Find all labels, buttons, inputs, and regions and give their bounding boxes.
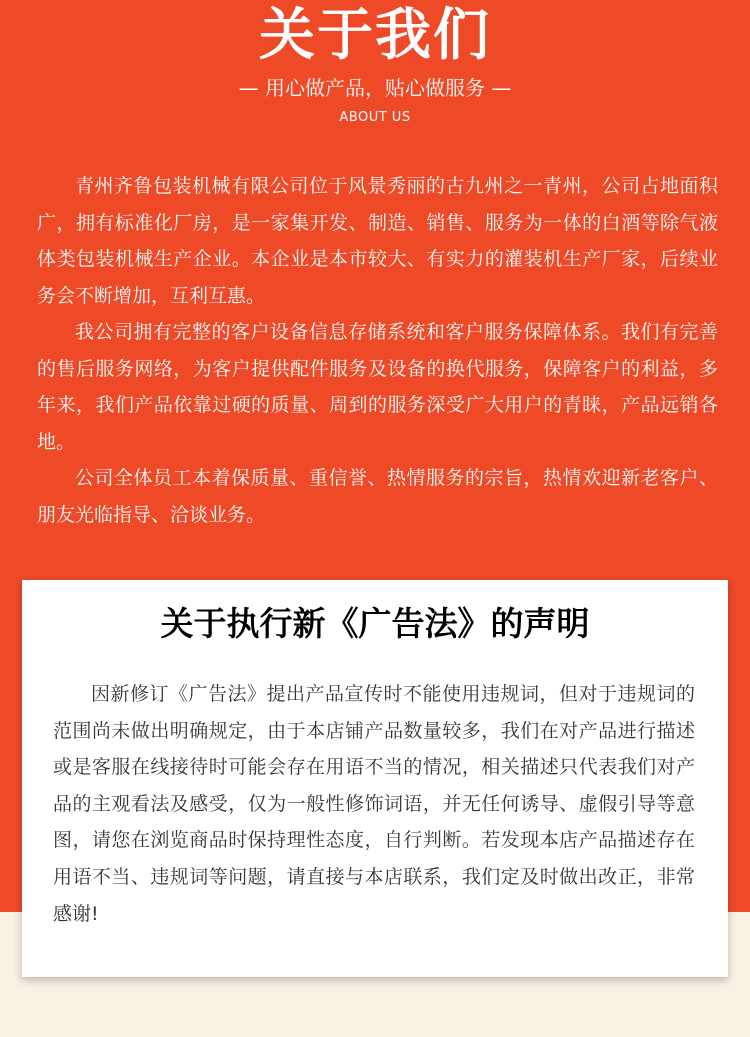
page-title: 关于我们: [259, 3, 491, 68]
intro-paragraph: 我公司拥有完整的客户设备信息存储系统和客户服务保障体系。我们有完善的售后服务网络，为客户提供配件服务及设备的换代服务，保障客户的利益，多年来，我们产品依靠过硬的质量、周到的服务深受广大用户的青睐，产品远销各地。: [37, 321, 718, 453]
english-subtitle: ABOUT US: [339, 110, 411, 125]
slogan: — 用心做产品，贴心做服务 —: [238, 76, 512, 100]
notice-body: 因新修订《广告法》提出产品宣传时不能使用违规词，但对于违规词的范围尚未做出明确规定，由于本店铺产品数量较多，我们在对产品进行描述或是客服在线接待时可能会存在用语不当的情况，相关描述只代表我们对产品的主观看法及感受，仅为一般性修饰词语，并无任何诱导、虚假引导等意图，请您在浏览商品时保持理性态度，自行判断。若发现本店产品描述存在用语不当、违规词等问题，请直接与本店联系，我们定及时做出改正，非常感谢!: [53, 683, 695, 925]
intro-paragraph: 公司全体员工本着保质量、重信誉、热情服务的宗旨，热情欢迎新老客户、朋友光临指导、洽谈业务。: [37, 467, 718, 526]
company-intro: [37, 168, 718, 533]
intro-paragraph: 青州齐鲁包装机械有限公司位于风景秀丽的古九州之一青州，公司占地面积广，拥有标准化厂房，是一家集开发、制造、销售、服务为一体的白酒等除气液体类包装机械生产企业。本企业是本市较大、有实力的灌装机生产厂家，后续业务会不断增加，互利互惠。: [37, 175, 718, 307]
notice-title: 关于执行新《广告法》的声明: [160, 604, 590, 643]
ad-law-notice-card: [22, 580, 728, 977]
